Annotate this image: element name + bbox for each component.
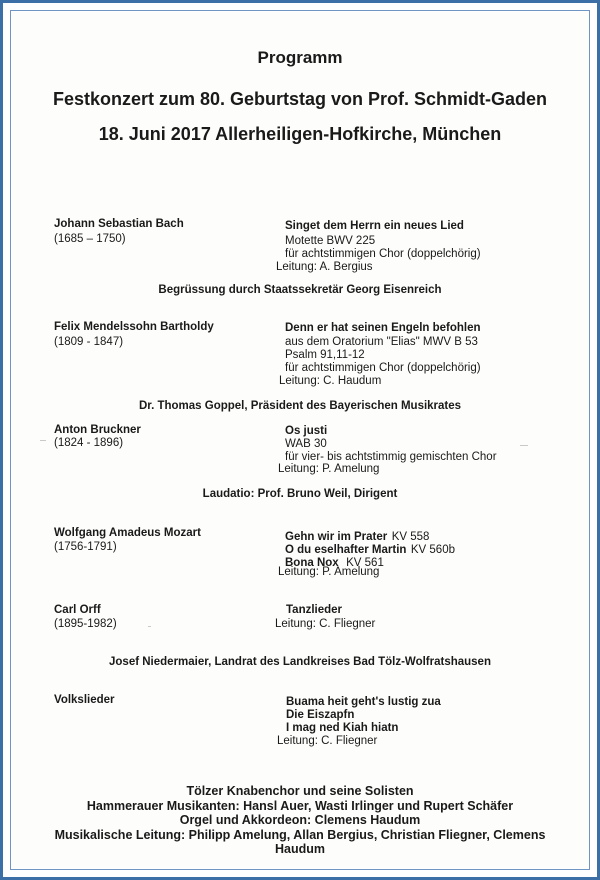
work-detail: für achtstimmigen Chor (doppelchörig) <box>285 362 481 374</box>
work-title: Tanzlieder <box>286 604 343 616</box>
composer-years: (1685 – 1750) <box>54 233 126 245</box>
page-title: Programm <box>257 48 343 67</box>
composer-years: (1756-1791) <box>54 541 117 553</box>
work-detail: aus dem Oratorium "Elias" MWV B 53 <box>285 336 478 348</box>
footer-line: Musikalische Leitung: Philipp Amelung, Allan Bergius, Christian Fliegner, Clemens <box>54 828 546 842</box>
composer-name: Carl Orff <box>54 604 101 616</box>
composer-name: Anton Bruckner <box>54 424 141 436</box>
conductor: Leitung: C. Fliegner <box>275 618 376 630</box>
speech-item: Laudatio: Prof. Bruno Weil, Dirigent <box>202 488 398 500</box>
footer-line: Hammerauer Musikanten: Hansl Auer, Wasti Irlinger und Rupert Schäfer <box>86 799 514 813</box>
footer-line: Tölzer Knabenchor und seine Solisten <box>186 784 414 798</box>
composer-years: (1895-1982) <box>54 618 117 630</box>
work-title: Singet dem Herrn ein neues Lied <box>285 220 464 232</box>
work-catalog: KV 561 <box>346 557 384 569</box>
work-detail: für achtstimmigen Chor (doppelchörig) <box>285 248 481 260</box>
composer-name: Felix Mendelssohn Bartholdy <box>54 321 214 333</box>
conductor: Leitung: P. Amelung <box>278 566 380 578</box>
composer-years: (1809 - 1847) <box>54 336 124 348</box>
work-title: Buama heit geht's lustig zua <box>286 696 441 708</box>
composer-name: Johann Sebastian Bach <box>54 218 184 230</box>
work-title: Denn er hat seinen Engeln befohlen <box>285 322 481 334</box>
speech-item: Begrüssung durch Staatssekretär Georg Eisenreich <box>158 284 442 296</box>
work-title: Bona Nox <box>285 557 339 569</box>
work-title: I mag ned Kiah hiatn <box>286 722 399 734</box>
work-detail: für vier- bis achtstimmig gemischten Chor <box>285 451 497 463</box>
speech-item: Dr. Thomas Goppel, Präsident des Bayerischen Musikrates <box>138 400 462 412</box>
work-title: Gehn wir im Prater <box>285 531 388 543</box>
work-title: Os justi <box>285 425 328 437</box>
work-catalog: KV 560b <box>410 544 455 556</box>
composer-years: (1824 - 1896) <box>54 437 124 449</box>
footer-line: Haudum <box>275 842 325 856</box>
conductor: Leitung: A. Bergius <box>276 261 373 273</box>
work-detail: Motette BWV 225 <box>285 235 376 247</box>
scan-speck <box>148 626 151 627</box>
scan-speck <box>520 445 528 446</box>
work-title: Die Eiszapfn <box>286 709 355 721</box>
conductor: Leitung: P. Amelung <box>278 463 380 475</box>
work-title: O du eselhafter Martin <box>285 544 407 556</box>
composer-name: Wolfgang Amadeus Mozart <box>54 527 201 539</box>
scan-speck <box>40 440 46 441</box>
work-catalog: KV 558 <box>391 531 430 543</box>
concert-title: Festkonzert zum 80. Geburtstag von Prof. Schmidt-Gaden <box>52 89 548 109</box>
work-detail: Psalm 91,11-12 <box>285 349 365 361</box>
speech-item: Josef Niedermaier, Landrat des Landkreises Bad Tölz-Wolfratshausen <box>109 656 491 668</box>
composer-name: Volkslieder <box>54 694 115 706</box>
footer-line: Orgel und Akkordeon: Clemens Haudum <box>179 813 421 827</box>
conductor: Leitung: C. Haudum <box>279 375 382 387</box>
conductor: Leitung: C. Fliegner <box>277 735 378 747</box>
concert-date-place: 18. Juni 2017 Allerheiligen-Hofkirche, München <box>98 124 502 144</box>
work-detail: WAB 30 <box>285 438 327 450</box>
